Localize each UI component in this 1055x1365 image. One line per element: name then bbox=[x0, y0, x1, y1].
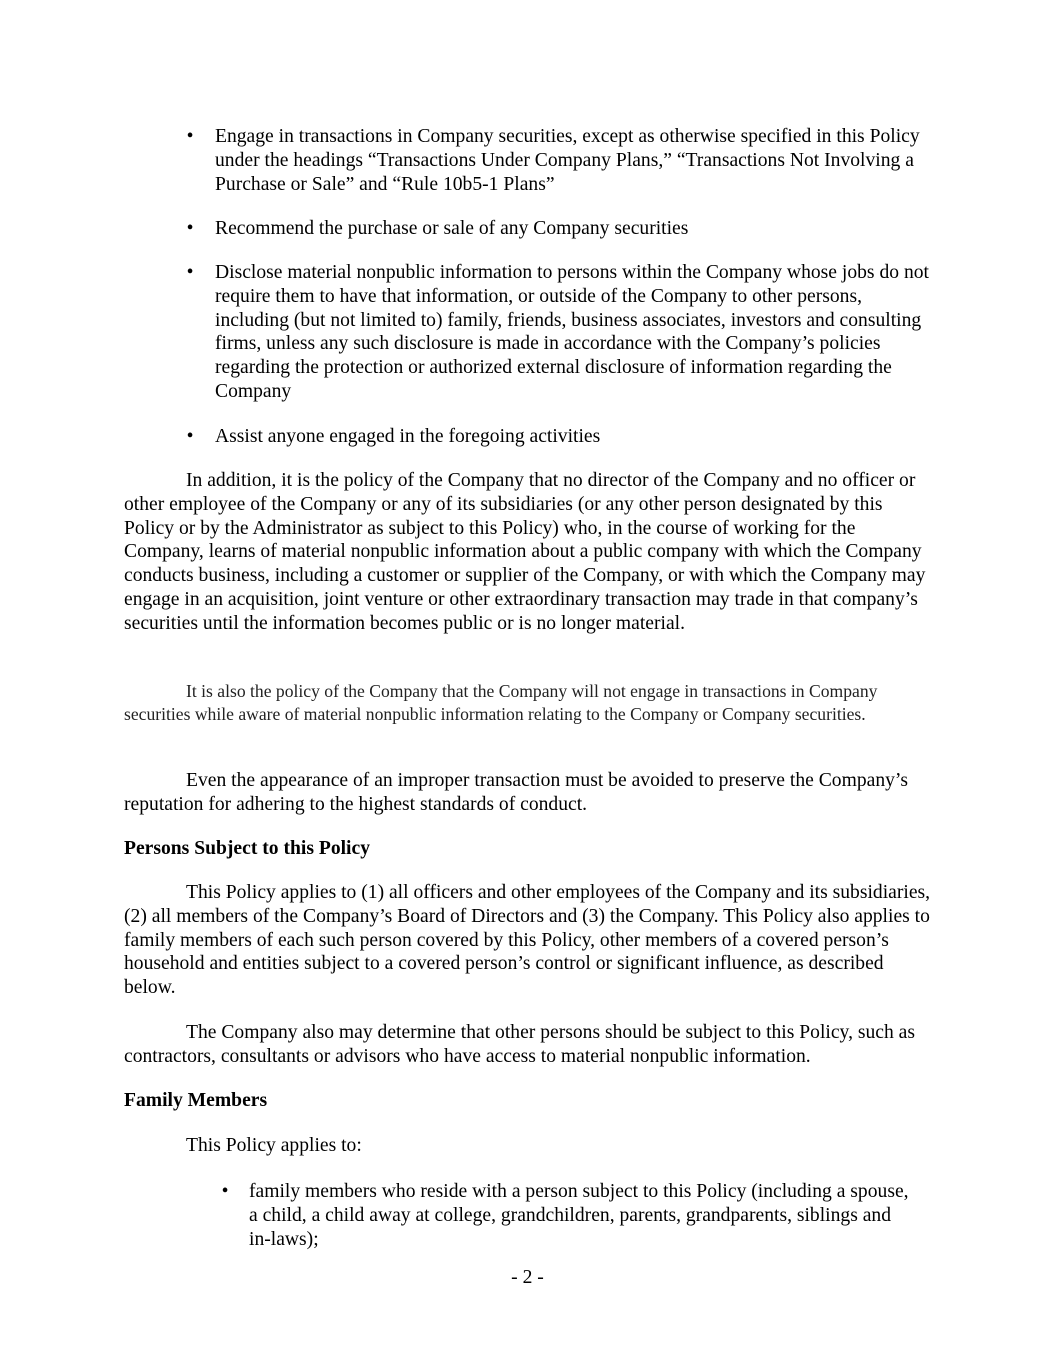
bullet-icon: • bbox=[186, 426, 194, 447]
family-lead-text: This Policy applies to: bbox=[186, 1135, 362, 1156]
paragraph-appearance: Even the appearance of an improper transaction must be avoided to preserve the Company’s reputation for adhering to the highest standards of conduct. bbox=[124, 770, 908, 815]
list-item-text: Engage in transactions in Company securities, except as otherwise specified in this Policy under the headings “Transactions Under Company Plans,” “Transactions Not Involving a Purchase or Sale” and “Rule 10b5-1 Plans” bbox=[215, 126, 920, 195]
list-item-text: Recommend the purchase or sale of any Company securities bbox=[215, 218, 689, 239]
list-item bbox=[221, 1180, 909, 1251]
list-item-text: Assist anyone engaged in the foregoing activities bbox=[215, 426, 601, 447]
bullet-icon: • bbox=[186, 218, 194, 239]
heading-family-members: Family Members bbox=[124, 1090, 268, 1111]
list-item bbox=[186, 217, 935, 241]
family-members-list bbox=[221, 1180, 909, 1251]
list-item bbox=[186, 125, 935, 196]
paragraph-company-policy: It is also the policy of the Company that the Company will not engage in transactions in Company securities while aware of material nonpublic information relating to the Company or Company securities. bbox=[124, 681, 878, 725]
bullet-icon: • bbox=[221, 1181, 229, 1202]
page-number: - 2 - bbox=[511, 1267, 544, 1288]
bullet-icon: • bbox=[186, 262, 194, 283]
list-item bbox=[186, 425, 935, 449]
paragraph-other-persons: The Company also may determine that other persons should be subject to this Policy, such as contractors, consultants or advisors who have access to material nonpublic information. bbox=[124, 1022, 916, 1067]
list-item bbox=[186, 261, 935, 404]
heading-persons-subject: Persons Subject to this Policy bbox=[124, 838, 370, 859]
paragraph-addition: In addition, it is the policy of the Company that no director of the Company and no officer or other employee of the Company or any of its subsidiaries (or any other person designated by this Policy or by the Administrator as subject to this Policy) who, in the course of working for the Company, learns of material nonpublic information about a public company with which the Company conducts business, including a customer or supplier of the Company, or with which the Company may engage in an acquisition, joint venture or other extraordinary transaction may trade in that company’s securities until the information becomes public or is no longer material. bbox=[124, 470, 926, 634]
list-item-text: family members who reside with a person subject to this Policy (including a spouse, a child, a child away at college, grandchildren, parents, grandparents, siblings and in-laws); bbox=[249, 1181, 909, 1250]
list-item-text: Disclose material nonpublic information to persons within the Company whose jobs do not require them to have that information, or outside of the Company to other persons, including (but not limited to) family, friends, business associates, investors and consulting firms, unless any such disclosure is made in accordance with the Company’s policies regarding the protection or authorized external disclosure of information regarding the Company bbox=[215, 262, 929, 402]
paragraph-policy-applies: This Policy applies to (1) all officers and other employees of the Company and its subsidiaries, (2) all members of the Company’s Board of Directors and (3) the Company. This Policy also applies to family members of each such person covered by this Policy, other members of a covered person’s household and entities subject to a covered person’s control or significant influence, as described below. bbox=[124, 882, 931, 999]
bullet-icon: • bbox=[186, 126, 194, 147]
